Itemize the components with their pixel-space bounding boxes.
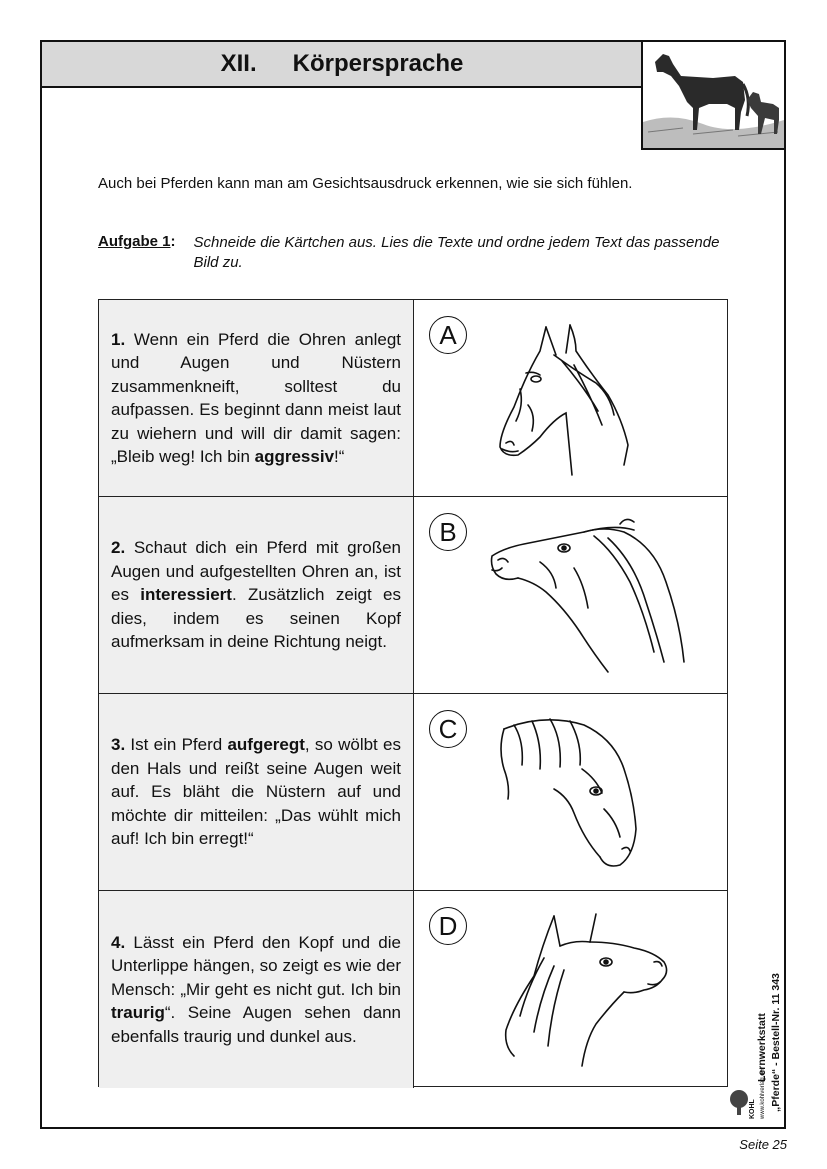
card-text-part: Wenn ein Pferd die Ohren anlegt und Augen und Nüstern zusammenkneift, solltest du aufpassen. Es beginnt dann meist laut zu wiehern und will dir damit sagen: „Bleib weg! Ich bin [111, 329, 401, 466]
card-text-cell [99, 694, 414, 890]
task-text: Schneide die Kärtchen aus. Lies die Texte und ordne jedem Text das passende Bild zu. [193, 234, 720, 271]
card-keyword: aufgeregt [227, 735, 305, 755]
horse-head-interested-image [484, 512, 694, 682]
title-bar [40, 40, 644, 88]
card-row-3 [99, 694, 727, 891]
publisher-url: www.kohlverlag.de [760, 1068, 766, 1119]
card-letter-a: A [429, 316, 467, 354]
card-row-2 [99, 497, 727, 694]
task-colon: : [170, 233, 176, 250]
card-text-cell [99, 300, 414, 496]
card-text-cell [99, 497, 414, 693]
card-number: 1. [111, 329, 126, 349]
card-number: 3. [111, 735, 126, 755]
card-text [111, 328, 401, 469]
page-number: Seite 25 [739, 1137, 787, 1152]
card-image-cell [414, 694, 727, 890]
tree-logo-icon [727, 1077, 751, 1117]
workshop-label: Lernwerkstatt [756, 1013, 768, 1082]
card-text-part: Schaut dich ein Pferd mit großen Augen und aufgestellten Ohren an, ist es [111, 538, 401, 605]
card-text [111, 931, 401, 1049]
card-row-4 [99, 891, 727, 1088]
card-letter-b: B [429, 513, 467, 551]
task-label: Aufgabe 1 [98, 233, 171, 250]
card-text-part: Lässt ein Pferd den Kopf und die Unterlippe hängen, so zeigt es wie der Mensch: „Mir geht es nicht gut. Ich bin [111, 932, 401, 999]
card-image-cell [414, 300, 727, 496]
publisher-logo [727, 1068, 777, 1120]
card-text [111, 733, 401, 851]
horse-head-excited-image [484, 709, 664, 879]
intro-text: Auch bei Pferden kann man am Gesichtsausdruck erkennen, wie sie sich fühlen. [98, 175, 633, 192]
publisher-name: KOHL [749, 1099, 756, 1119]
horse-head-sad-image [484, 906, 684, 1076]
card-row-1 [99, 300, 727, 497]
card-keyword: traurig [111, 1003, 165, 1023]
page-title: Körpersprache [292, 50, 464, 77]
card-text-cell [99, 891, 414, 1088]
card-table [98, 299, 728, 1087]
card-image-cell [414, 891, 727, 1088]
card-text-part: “. Seine Augen sehen dann ebenfalls traurig und dunkel aus. [111, 1003, 401, 1046]
card-text [111, 536, 401, 654]
mare-and-foal-image [643, 42, 784, 148]
card-image-cell [414, 497, 727, 693]
card-letter-d: D [429, 907, 467, 945]
order-number: „Pferde“ - Bestell-Nr. 11 343 [770, 973, 782, 1112]
chapter-number: XII. [220, 50, 257, 77]
card-letter-c: C [429, 710, 467, 748]
card-text-part: Ist ein Pferd [125, 735, 228, 755]
horse-head-aggressive-image [484, 315, 654, 485]
card-number: 2. [111, 538, 126, 558]
task-instruction [98, 233, 738, 273]
card-keyword: aggressiv [254, 447, 335, 466]
card-text-part: , so wölbt es den Hals und reißt seine Augen weit auf. Es bläht die Nüstern auf und möchte dir mitteilen: „Das wühlt mich auf! Ich bin erregt!“ [111, 735, 401, 849]
card-text-part: . Zusätzlich zeigt es dies, indem es seinen Kopf aufmerksam in deine Richtung neigt. [111, 585, 402, 652]
card-number: 4. [111, 932, 126, 952]
horse-illustration [641, 40, 786, 150]
card-keyword: interessiert [140, 585, 232, 605]
card-text-part: !“ [334, 447, 345, 466]
